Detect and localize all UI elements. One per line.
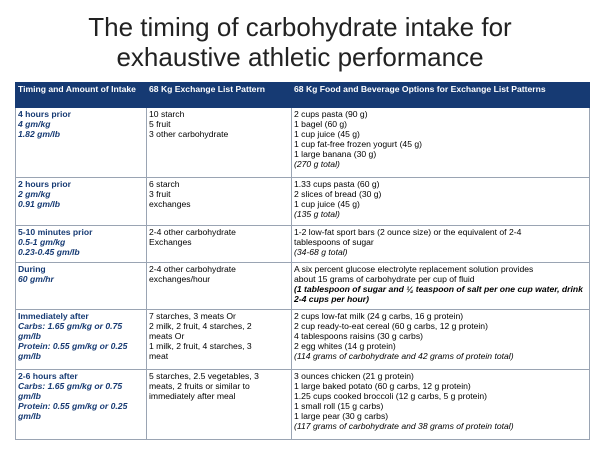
foods-cell	[292, 108, 590, 178]
food-total: (270 g total)	[294, 159, 340, 169]
timing-amount: Protein: 0.55 gm/kg or 0.25 gm/lb	[18, 401, 128, 421]
food-item: A six percent glucose electrolyte replacement solution provides	[294, 264, 534, 274]
timing-label: 4 hours prior	[18, 109, 72, 119]
timing-label: 2-6 hours after	[18, 371, 78, 381]
exchange-line: meats Or	[149, 331, 185, 341]
exchange-line: Exchanges	[149, 237, 192, 247]
timing-amount: 60 gm/hr	[18, 274, 54, 284]
food-item: 1 small roll (15 g carbs)	[294, 401, 384, 411]
timing-amount: 0.23-0.45 gm/lb	[18, 247, 80, 257]
header-timing: Timing and Amount of Intake	[16, 83, 147, 108]
table-row	[16, 226, 590, 263]
exchange-line: exchanges/hour	[149, 274, 211, 284]
timing-cell	[16, 263, 147, 310]
timing-cell	[16, 370, 147, 440]
exchange-line: 5 fruit	[149, 119, 171, 129]
table-row	[16, 108, 590, 178]
food-item: 1 large baked potato (60 g carbs, 12 g protein)	[294, 381, 471, 391]
timing-amount: 4 gm/kg	[18, 119, 51, 129]
foods-cell	[292, 178, 590, 226]
timing-amount: Protein: 0.55 gm/kg or 0.25 gm/lb	[18, 341, 128, 361]
exchange-line: 2 milk, 2 fruit, 4 starches, 2	[149, 321, 252, 331]
page-title	[0, 0, 600, 72]
exchange-line: 3 fruit	[149, 189, 171, 199]
timing-label: During	[18, 264, 46, 274]
food-item: 1.25 cups cooked broccoli (12 g carbs, 5 g protein)	[294, 391, 487, 401]
food-item: 2 slices of bread (30 g)	[294, 189, 382, 199]
table-row	[16, 178, 590, 226]
food-item: 1 bagel (60 g)	[294, 119, 348, 129]
exchange-line: 10 starch	[149, 109, 185, 119]
exchange-cell	[147, 263, 292, 310]
title-line-2: exhaustive athletic performance	[116, 42, 484, 72]
food-total: (114 grams of carbohydrate and 42 grams of protein total)	[294, 351, 514, 361]
table-row	[16, 370, 590, 440]
foods-cell	[292, 370, 590, 440]
timing-amount: Carbs: 1.65 gm/kg or 0.75 gm/lb	[18, 321, 123, 341]
food-item: about 15 grams of carbohydrate per cup of fluid	[294, 274, 475, 284]
food-item: 1.33 cups pasta (60 g)	[294, 179, 380, 189]
food-item: 1 cup juice (45 g)	[294, 199, 360, 209]
exchange-cell	[147, 310, 292, 370]
food-item: 1-2 low-fat sport bars (2 ounce size) or the equivalent of 2-4	[294, 227, 522, 237]
foods-cell	[292, 226, 590, 263]
table-row	[16, 263, 590, 310]
exchange-line: meats, 2 fruits or similar to	[149, 381, 250, 391]
food-item: 1 cup juice (45 g)	[294, 129, 360, 139]
table-header-row	[16, 83, 590, 108]
exchange-line: 1 milk, 2 fruit, 4 starches, 3	[149, 341, 252, 351]
exchange-line: 7 starches, 3 meats Or	[149, 311, 236, 321]
exchange-cell	[147, 178, 292, 226]
foods-cell	[292, 263, 590, 310]
header-exchange: 68 Kg Exchange List Pattern	[147, 83, 292, 108]
timing-amount: 0.5-1 gm/kg	[18, 237, 66, 247]
food-item: 3 ounces chicken (21 g protein)	[294, 371, 414, 381]
food-item: 1 cup fat-free frozen yogurt (45 g)	[294, 139, 423, 149]
exchange-line: 2-4 other carbohydrate	[149, 264, 236, 274]
exchange-line: 2-4 other carbohydrate	[149, 227, 236, 237]
timing-amount: 0.91 gm/lb	[18, 199, 61, 209]
exchange-line: 3 other carbohydrate	[149, 129, 229, 139]
food-item: tablespoons of sugar	[294, 237, 374, 247]
food-total: (135 g total)	[294, 209, 340, 219]
food-item: 4 tablespoons raisins (30 g carbs)	[294, 331, 423, 341]
exchange-line: meat	[149, 351, 169, 361]
timing-label: 5-10 minutes prior	[18, 227, 93, 237]
timing-cell	[16, 178, 147, 226]
title-line-1: The timing of carbohydrate intake for	[88, 12, 512, 42]
food-item: 2 cups pasta (90 g)	[294, 109, 368, 119]
timing-label: Immediately after	[18, 311, 89, 321]
timing-cell	[16, 108, 147, 178]
food-item: 1 large pear (30 g carbs)	[294, 411, 389, 421]
food-total: (34-68 g total)	[294, 247, 348, 257]
food-item: 1 large banana (30 g)	[294, 149, 377, 159]
foods-cell	[292, 310, 590, 370]
food-total: (1 tablespoon of sugar and ¼ teaspoon of salt per one cup water, drink 2-4 cups per hour)	[294, 284, 583, 304]
exchange-line: 6 starch	[149, 179, 180, 189]
carbohydrate-timing-table	[15, 82, 590, 440]
header-foods: 68 Kg Food and Beverage Options for Exchange List Patterns	[292, 83, 590, 108]
timing-cell	[16, 226, 147, 263]
exchange-line: immediately after meal	[149, 391, 236, 401]
timing-label: 2 hours prior	[18, 179, 72, 189]
table-row	[16, 310, 590, 370]
timing-amount: 1.82 gm/lb	[18, 129, 61, 139]
exchange-line: exchanges	[149, 199, 191, 209]
exchange-cell	[147, 370, 292, 440]
food-item: 2 egg whites (14 g protein)	[294, 341, 396, 351]
exchange-line: 5 starches, 2.5 vegetables, 3	[149, 371, 259, 381]
food-item: 2 cup ready-to-eat cereal (60 g carbs, 12 g protein)	[294, 321, 488, 331]
timing-amount: 2 gm/kg	[18, 189, 51, 199]
timing-amount: Carbs: 1.65 gm/kg or 0.75 gm/lb	[18, 381, 123, 401]
exchange-cell	[147, 226, 292, 263]
food-item: 2 cups low-fat milk (24 g carbs, 16 g protein)	[294, 311, 464, 321]
exchange-cell	[147, 108, 292, 178]
timing-cell	[16, 310, 147, 370]
food-total: (117 grams of carbohydrate and 38 grams of protein total)	[294, 421, 514, 431]
